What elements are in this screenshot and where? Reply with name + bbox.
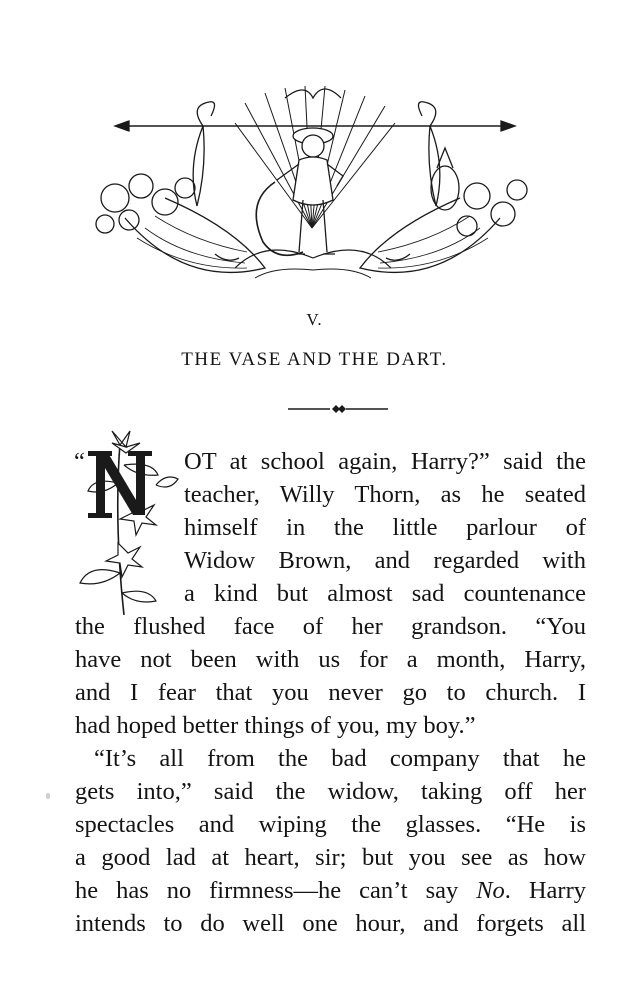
text-line: intends to do well one hour, and forgets all	[75, 910, 586, 937]
text-line: himself in the little parlour of	[184, 514, 586, 541]
text-line: “It’s all from the bad company that he	[94, 745, 586, 772]
headpiece-illustration	[85, 78, 540, 284]
text-line: and I fear that you never go to church. I	[75, 679, 586, 706]
text-line: had hoped better things of you, my boy.”	[75, 712, 476, 739]
text-line: a kind but almost sad countenance	[184, 580, 586, 607]
text-line: a good lad at heart, sir; but you see as how	[75, 844, 586, 871]
opening-quote: “	[74, 448, 85, 475]
text-line: Widow Brown, and regarded with	[184, 547, 586, 574]
paper-speck	[46, 793, 50, 799]
ornamental-divider	[288, 402, 388, 416]
text-line: spectacles and wiping the glasses. “He is	[75, 811, 586, 838]
text-line: have not been with us for a month, Harry,	[75, 646, 586, 673]
chapter-number: V.	[306, 310, 323, 329]
text-line: he has no firmness—he can’t say No. Harry	[75, 877, 586, 904]
text-line: the flushed face of her grandson. “You	[75, 613, 586, 640]
chapter-title: THE VASE AND THE DART.	[181, 349, 448, 370]
text-line: teacher, Willy Thorn, as he seated	[184, 481, 586, 508]
text-line: gets into,” said the widow, taking off her	[75, 778, 586, 805]
text-line: OT at school again, Harry?” said the	[184, 448, 586, 475]
